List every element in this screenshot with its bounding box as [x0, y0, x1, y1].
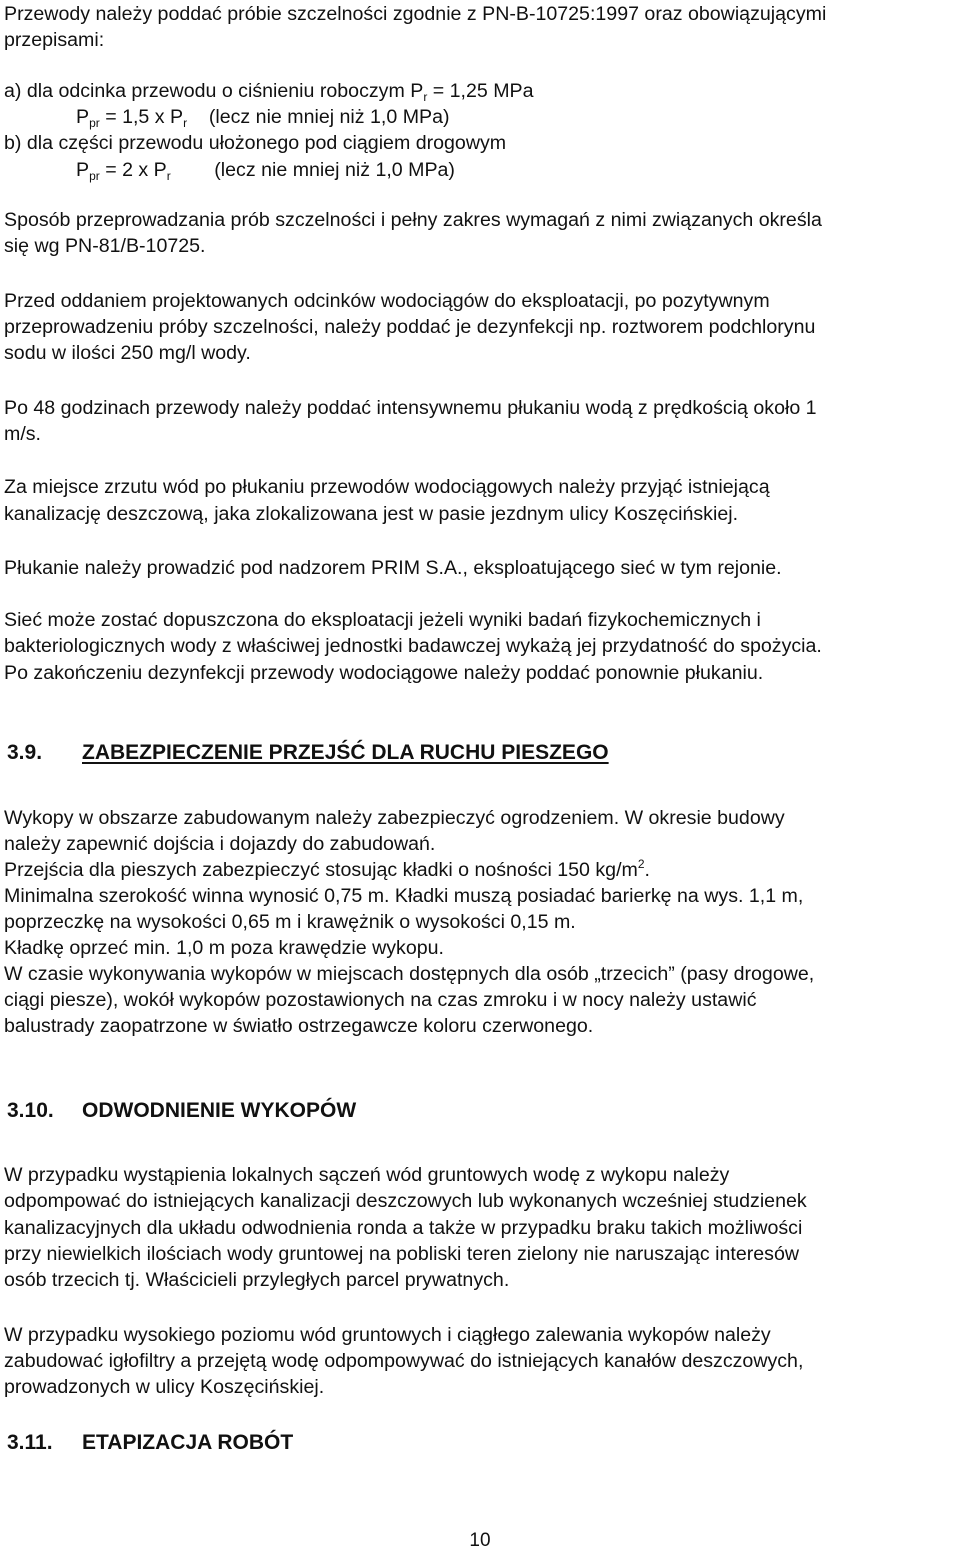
subscript: r: [423, 90, 428, 104]
paragraph-line: zabudować igłofiltry a przejętą wodę odpompowywać do istniejących kanałów deszczowych,: [4, 1350, 804, 1372]
section-title: ZABEZPIECZENIE PRZEJŚĆ DLA RUCHU PIESZEGO: [82, 741, 609, 764]
paragraph-line: kanalizacyjnych dla układu odwodnienia ronda a także w przypadku braku takich możliwości: [4, 1217, 803, 1239]
list-text: a) dla odcinka przewodu o ciśnieniu roboczym P: [4, 80, 424, 102]
superscript: 2: [637, 857, 645, 871]
paragraph-text: Przejścia dla pieszych zabezpieczyć stosując kładki o nośności 150 kg/m: [4, 859, 638, 881]
paragraph-line: Przed oddaniem projektowanych odcinków wodociągów do eksploatacji, po pozytywnym: [4, 290, 770, 312]
paragraph-line: m/s.: [4, 423, 42, 445]
formula-line: [76, 105, 450, 129]
paragraph-line: Wykopy w obszarze zabudowanym należy zabezpieczyć ogrodzeniem. W okresie budowy: [4, 807, 785, 829]
paragraph-line: [4, 858, 650, 882]
paragraph-line: Sposób przeprowadzania prób szczelności i pełny zakres wymagań z nimi związanych określa: [4, 209, 822, 231]
paragraph-line: bakteriologicznych wody z właściwej jednostki badawczej wykażą jej przydatność do spożycia.: [4, 635, 822, 657]
paragraph-line: kanalizację deszczową, jaka zlokalizowana jest w pasie jezdnym ulicy Koszęcińskiej.: [4, 503, 739, 525]
subscript: pr: [89, 169, 100, 183]
paragraph-line: Płukanie należy prowadzić pod nadzorem PRIM S.A., eksploatującego sieć w tym rejonie.: [4, 557, 782, 579]
paragraph-line: prowadzonych w ulicy Koszęcińskiej.: [4, 1376, 325, 1398]
list-text: = 1,25 MPa: [427, 80, 534, 102]
formula-line: [76, 158, 455, 182]
paragraph-text: .: [644, 859, 650, 881]
section-title: ODWODNIENIE WYKOPÓW: [82, 1099, 357, 1122]
section-title: ETAPIZACJA ROBÓT: [82, 1431, 294, 1454]
paragraph-line: W czasie wykonywania wykopów w miejscach dostępnych dla osób „trzecich” (pasy drogowe,: [4, 963, 815, 985]
section-number: 3.10.: [7, 1099, 54, 1122]
formula-text: = 1,5 x P: [99, 106, 184, 128]
page-number: 10: [469, 1530, 491, 1551]
section-number: 3.9.: [7, 741, 43, 764]
paragraph-line: przy niewielkich ilościach wody gruntowej na pobliski teren zielony nie naruszając interesów: [4, 1243, 800, 1265]
list-item-a: [4, 79, 534, 103]
paragraph-line: ciągi piesze), wokół wykopów pozostawionych na czas zmroku i w nocy należy ustawić: [4, 989, 757, 1011]
paragraph-line: Kładkę oprzeć min. 1,0 m poza krawędzie wykopu.: [4, 937, 444, 959]
paragraph-line: poprzeczkę na wysokości 0,65 m i krawężnik o wysokości 0,15 m.: [4, 911, 576, 933]
paragraph-line: się wg PN-81/B-10725.: [4, 235, 206, 257]
paragraph-line: należy zapewnić dojścia i dojazdy do zabudowań.: [4, 833, 436, 855]
paragraph-line: Sieć może zostać dopuszczona do eksploatacji jeżeli wyniki badań fizykochemicznych i: [4, 609, 761, 631]
paragraph-line: Po zakończeniu dezynfekcji przewody wodociągowe należy poddać ponownie płukaniu.: [4, 662, 764, 684]
paragraph-line: przeprowadzeniu próby szczelności, należy poddać je dezynfekcji np. roztworem podchlorynu: [4, 316, 816, 338]
paragraph-line: Po 48 godzinach przewody należy poddać intensywnemu płukaniu wodą z prędkością około 1: [4, 397, 817, 419]
subscript: r: [183, 116, 188, 130]
intro-line: przepisami:: [4, 29, 105, 51]
paragraph-line: sodu w ilości 250 mg/l wody.: [4, 342, 251, 364]
subscript: pr: [89, 116, 100, 130]
list-item-b: b) dla części przewodu ułożonego pod ciągiem drogowym: [4, 132, 507, 154]
paragraph-line: odpompować do istniejących kanalizacji deszczowych lub wykonanych wcześniej studzienek: [4, 1190, 807, 1212]
paragraph-line: Za miejsce zrzutu wód po płukaniu przewodów wodociągowych należy przyjąć istniejącą: [4, 476, 770, 498]
formula-text: (lecz nie mniej niż 1,0 MPa): [170, 159, 455, 181]
formula-text: = 2 x P: [99, 159, 167, 181]
formula-text: P: [76, 106, 90, 128]
section-number: 3.11.: [7, 1431, 53, 1454]
subscript: r: [166, 169, 171, 183]
paragraph-line: Minimalna szerokość winna wynosić 0,75 m. Kładki muszą posiadać barierkę na wys. 1,1 m,: [4, 885, 804, 907]
paragraph-line: W przypadku wysokiego poziomu wód gruntowych i ciągłego zalewania wykopów należy: [4, 1324, 771, 1346]
paragraph-line: W przypadku wystąpienia lokalnych sączeń wód gruntowych wodę z wykopu należy: [4, 1164, 730, 1186]
intro-line: Przewody należy poddać próbie szczelności zgodnie z PN-B-10725:1997 oraz obowiązującymi: [4, 3, 827, 25]
paragraph-line: balustrady zaopatrzone w światło ostrzegawcze koloru czerwonego.: [4, 1015, 594, 1037]
formula-text: P: [76, 159, 90, 181]
formula-text: (lecz nie mniej niż 1,0 MPa): [187, 106, 450, 128]
paragraph-line: osób trzecich tj. Właścicieli przyległych parcel prywatnych.: [4, 1269, 510, 1291]
